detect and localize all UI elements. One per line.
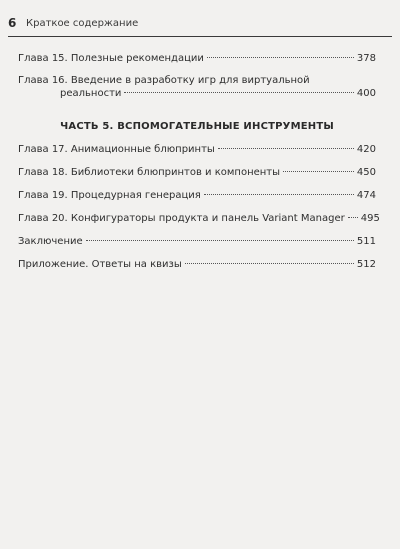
toc-entry-conclusion bbox=[18, 235, 376, 248]
toc-entry-chapter-20 bbox=[18, 212, 380, 225]
toc-entry-page: 450 bbox=[356, 167, 376, 178]
dot-leader bbox=[348, 217, 358, 218]
dot-leader bbox=[204, 194, 354, 195]
table-of-contents bbox=[18, 52, 380, 271]
toc-entry-chapter-16 bbox=[18, 74, 376, 100]
toc-entry-label: Заключение bbox=[18, 236, 83, 247]
dot-leader bbox=[218, 148, 354, 149]
toc-entry-page: 495 bbox=[360, 213, 380, 224]
dot-leader bbox=[124, 92, 354, 93]
toc-entry-appendix bbox=[18, 258, 376, 271]
toc-entry-label: Глава 17. Анимационные блюпринты bbox=[18, 144, 215, 155]
header-rule bbox=[8, 36, 392, 37]
toc-entry-page: 400 bbox=[356, 88, 376, 99]
toc-entry-label: Глава 19. Процедурная генерация bbox=[18, 190, 201, 201]
running-title: Краткое содержание bbox=[26, 18, 139, 29]
dot-leader bbox=[207, 57, 354, 58]
toc-entry-label-line2: реальности bbox=[60, 88, 122, 99]
toc-entry-label-line1: Глава 16. Введение в разработку игр для виртуальной bbox=[18, 75, 310, 86]
toc-entry-label: Глава 18. Библиотеки блюпринтов и компоненты bbox=[18, 167, 281, 178]
page-number: 6 bbox=[8, 16, 17, 30]
toc-entry-chapter-19 bbox=[18, 189, 376, 202]
toc-entry-chapter-15 bbox=[18, 52, 376, 65]
part-heading: ЧАСТЬ 5. ВСПОМОГАТЕЛЬНЫЕ ИНСТРУМЕНТЫ bbox=[60, 121, 334, 132]
toc-entry-page: 420 bbox=[356, 144, 376, 155]
dot-leader bbox=[86, 240, 354, 241]
toc-entry-page: 512 bbox=[356, 259, 376, 270]
toc-entry-label: Глава 20. Конфигураторы продукта и панель Variant Manager bbox=[18, 213, 345, 224]
toc-entry-page: 378 bbox=[356, 53, 376, 64]
toc-entry-page: 474 bbox=[356, 190, 376, 201]
toc-entry-chapter-18 bbox=[18, 166, 376, 179]
dot-leader bbox=[185, 263, 354, 264]
toc-entry-label: Глава 15. Полезные рекомендации bbox=[18, 53, 204, 64]
dot-leader bbox=[283, 171, 354, 172]
page-header bbox=[0, 14, 400, 34]
toc-entry-chapter-17 bbox=[18, 143, 376, 156]
toc-entry-page: 511 bbox=[356, 236, 376, 247]
toc-entry-label: Приложение. Ответы на квизы bbox=[18, 259, 182, 270]
